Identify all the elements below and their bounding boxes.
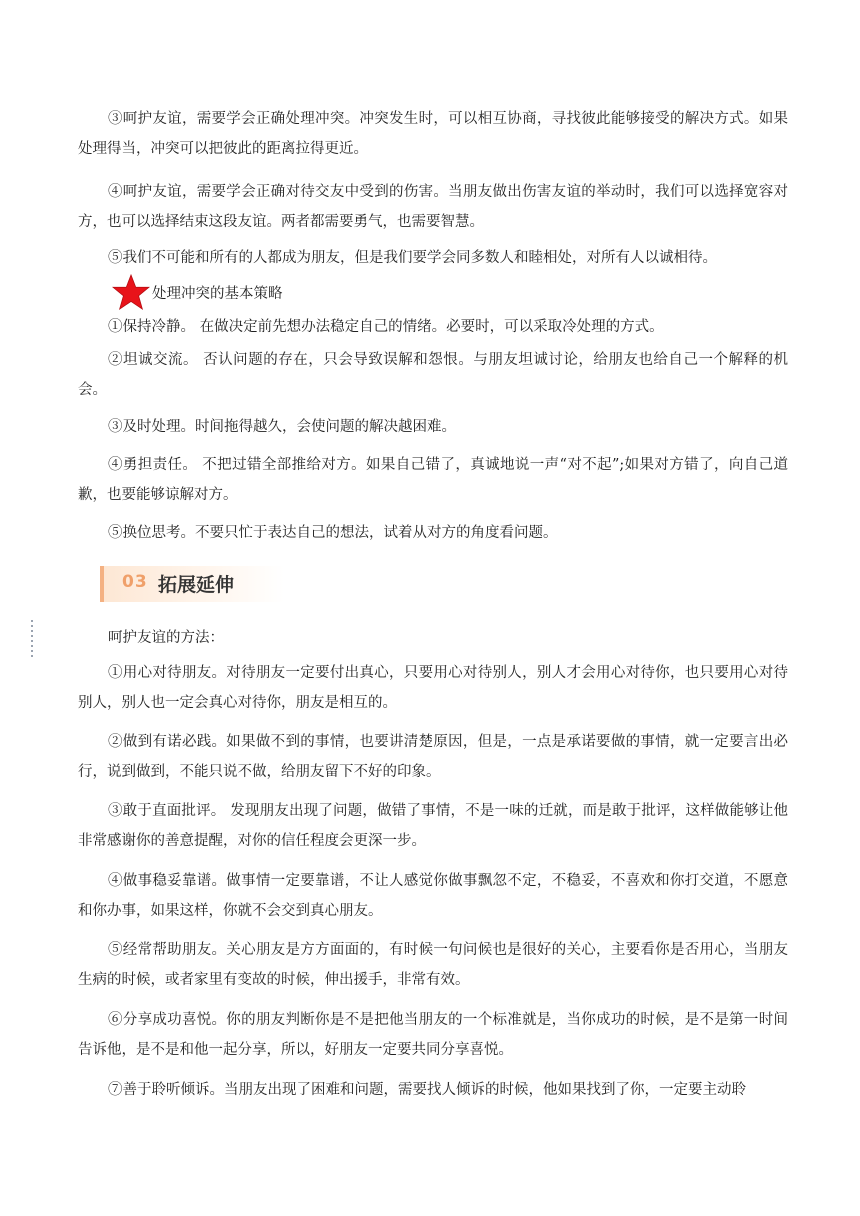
method-item: ③敢于直面批评。 发现朋友出现了问题，做错了事情，不是一味的迁就，而是敢于批评，这样做能够让他非常感谢你的善意提醒，对你的信任程度会更深一步。 bbox=[78, 803, 788, 849]
strategy-item: ③及时处理。时间拖得越久，会使问题的解决越困难。 bbox=[108, 419, 456, 435]
strategy-heading bbox=[112, 276, 283, 308]
strategy-item: ④勇担责任。 不把过错全部推给对方。如果自己错了，真诚地说一声“对不起”;如果对方错了，向自己道歉，也要能够谅解对方。 bbox=[78, 457, 788, 503]
section-header-extension bbox=[100, 566, 284, 602]
strategy-item: ①保持冷静。 在做决定前先想办法稳定自己的情绪。必要时，可以采取冷处理的方式。 bbox=[108, 319, 664, 335]
method-item: ④做事稳妥靠谱。做事情一定要靠谱，不让人感觉你做事飘忽不定，不稳妥，不喜欢和你打交道，不愿意和你办事，如果这样，你就不会交到真心朋友。 bbox=[78, 873, 788, 919]
section-title: 拓展延伸 bbox=[158, 574, 235, 596]
red-star-icon bbox=[112, 274, 150, 310]
strategy-item: ②坦诚交流。 否认问题的存在，只会导致误解和怨恨。与朋友坦诚讨论，给朋友也给自己一个解释的机会。 bbox=[78, 352, 788, 398]
method-item: ⑦善于聆听倾诉。当朋友出现了困难和问题，需要找人倾诉的时候，他如果找到了你，一定要主动聆 bbox=[108, 1082, 746, 1098]
method-item: ②做到有诺必践。如果做不到的事情，也要讲清楚原因，但是，一点是承诺要做的事情，就一定要言出必行，说到做到，不能只说不做，给朋友留下不好的印象。 bbox=[78, 734, 788, 780]
method-item: ①用心对待朋友。对待朋友一定要付出真心，只要用心对待别人，别人才会用心对待你，也只要用心对待别人，别人也一定会真心对待你，朋友是相互的。 bbox=[78, 665, 788, 711]
strategy-title: 处理冲突的基本策略 bbox=[152, 285, 283, 302]
strategy-item: ⑤换位思考。不要只忙于表达自己的想法，试着从对方的角度看问题。 bbox=[108, 525, 558, 541]
paragraph-protect-hurt: ④呵护友谊，需要学会正确对待交友中受到的伤害。当朋友做出伤害友谊的举动时，我们可以选择宽容对方，也可以选择结束这段友谊。两者都需要勇气，也需要智慧。 bbox=[78, 184, 788, 230]
methods-intro: 呵护友谊的方法： bbox=[108, 630, 224, 646]
paragraph-protect-conflict: ③呵护友谊，需要学会正确处理冲突。冲突发生时，可以相互协商，寻找彼此能够接受的解决方式。如果处理得当，冲突可以把彼此的距离拉得更近。 bbox=[78, 111, 788, 157]
paragraph-get-along: ⑤我们不可能和所有的人都成为朋友，但是我们要学会同多数人和睦相处，对所有人以诚相待。 bbox=[108, 250, 717, 266]
method-item: ⑥分享成功喜悦。你的朋友判断你是不是把他当朋友的一个标准就是，当你成功的时候，是不是第一时间告诉他，是不是和他一起分享，所以，好朋友一定要共同分享喜悦。 bbox=[78, 1012, 788, 1058]
method-item: ⑤经常帮助朋友。关心朋友是方方面面的，有时候一句问候也是很好的关心，主要看你是否用心，当朋友生病的时候，或者家里有变故的时候，伸出援手，非常有效。 bbox=[78, 942, 788, 988]
margin-marks bbox=[30, 620, 34, 660]
section-number: 03 bbox=[122, 572, 148, 592]
